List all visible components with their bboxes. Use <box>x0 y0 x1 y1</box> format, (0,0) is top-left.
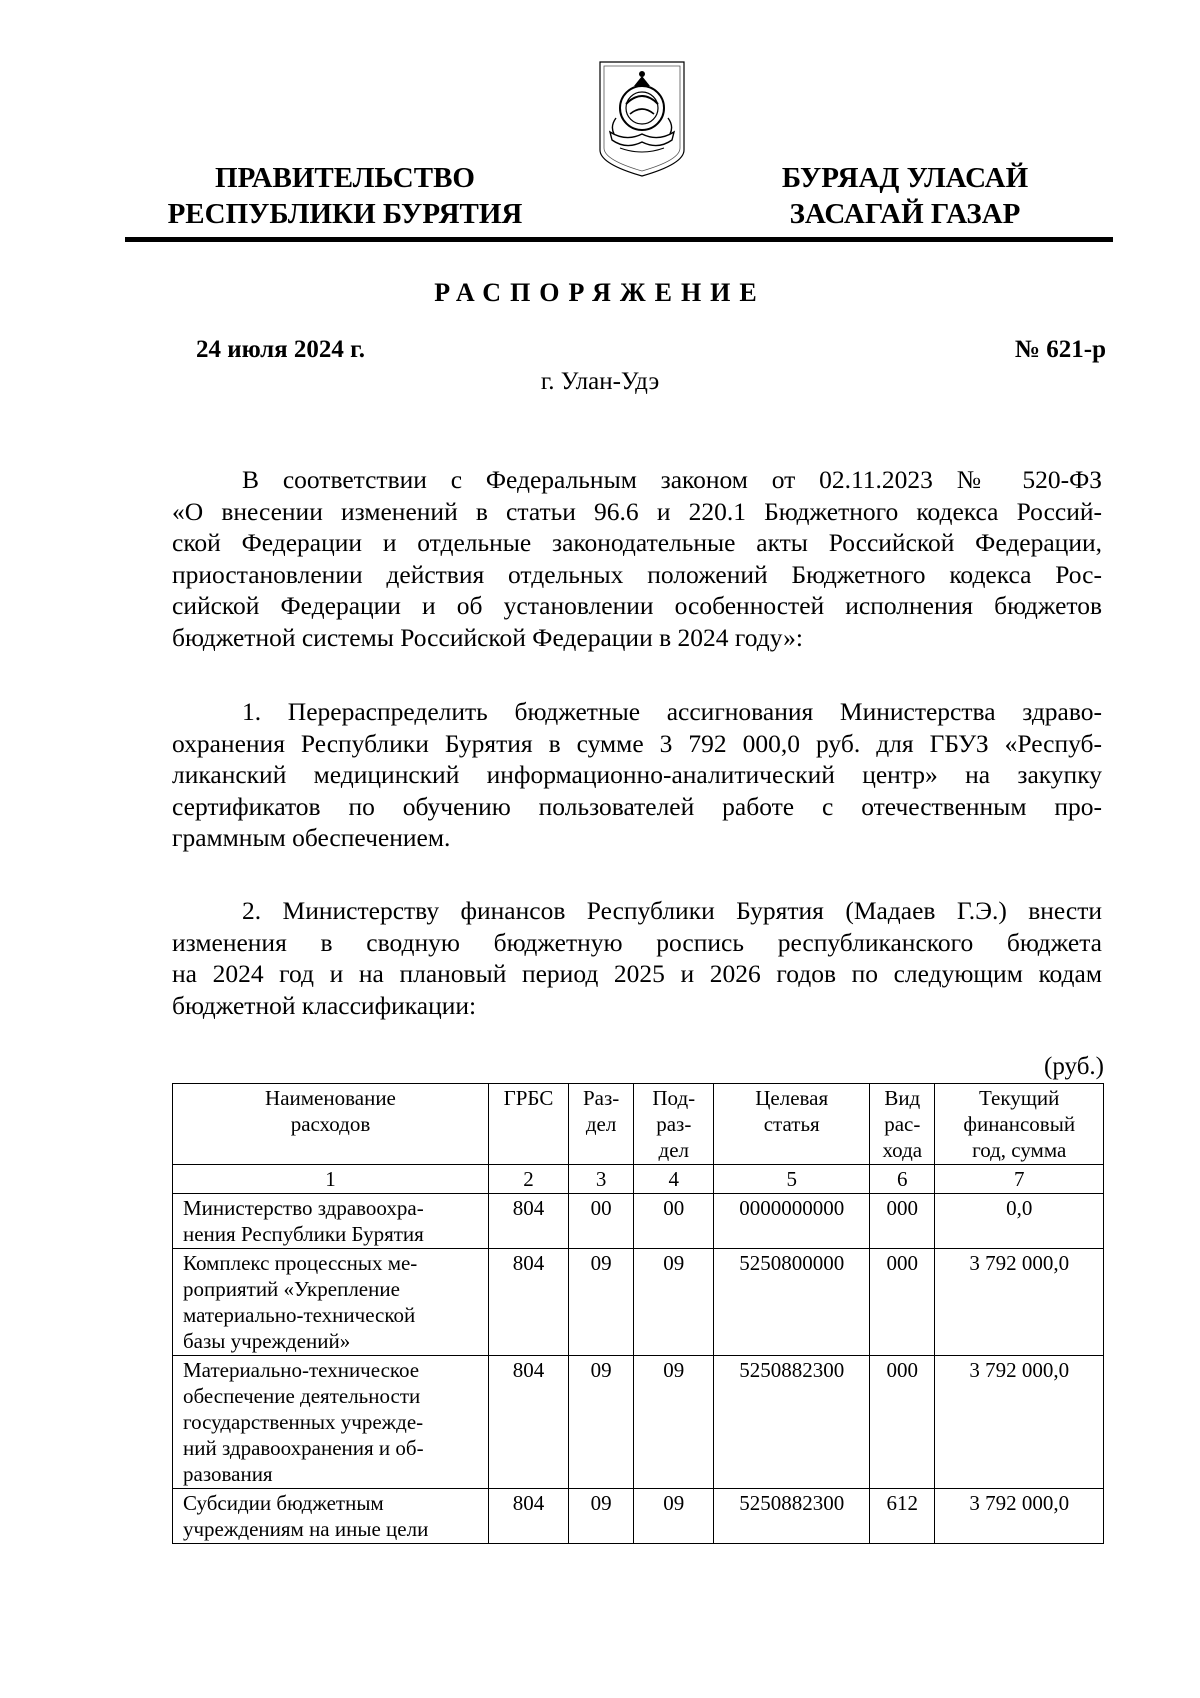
item-1-paragraph <box>172 696 1102 854</box>
podrazdel-cell: 09 <box>634 1249 714 1356</box>
coat-of-arms-icon <box>596 58 688 180</box>
column-number: 2 <box>488 1165 568 1194</box>
text-line: бюджетной системы Российской Федерации в 2024 году»: <box>172 622 803 652</box>
header-text: дел <box>658 1138 690 1162</box>
row-name-text: Комплекс процессных ме- <box>183 1251 418 1275</box>
row-name-text: государственных учрежде- <box>183 1410 424 1434</box>
preamble-paragraph <box>172 464 1102 653</box>
column-number: 6 <box>870 1165 935 1194</box>
podrazdel-cell: 09 <box>634 1489 714 1544</box>
text-line: сийской Федерации и об установлении особенностей исполнения бюджетов <box>172 591 1102 620</box>
text-line: изменения в сводную бюджетную роспись республиканского бюджета <box>172 927 1102 957</box>
table-row <box>173 1249 1104 1356</box>
text-line: приостановлении действия отдельных положений Бюджетного кодекса Рос- <box>172 559 1102 589</box>
row-name-text: учреждениям на иные цели <box>183 1517 429 1541</box>
header-cell-podrazdel <box>634 1084 714 1165</box>
row-name-text: роприятий «Укрепление <box>183 1277 400 1301</box>
text-line: охранения Республики Бурятия в сумме 3 792 000,0 руб. для ГБУЗ «Респуб- <box>172 728 1102 758</box>
header-right-line2: ЗАСАГАЙ ГАЗАР <box>789 198 1021 230</box>
grbs-cell: 804 <box>488 1249 568 1356</box>
document-city: г. Улан-Удэ <box>540 368 660 395</box>
table-row <box>173 1194 1104 1249</box>
podrazdel-cell: 00 <box>634 1194 714 1249</box>
row-name-text: Министерство здравоохра- <box>183 1196 424 1220</box>
text-line: ликанский медицинский информационно-аналитический центр» на закупку <box>172 760 1102 789</box>
column-number: 4 <box>634 1165 714 1194</box>
row-name-text: материально-технической <box>183 1303 416 1327</box>
header-divider <box>125 237 1113 242</box>
text-line: на 2024 год и на плановый период 2025 и 2026 годов по следующим кодам <box>172 959 1102 988</box>
row-name-text: ний здравоохранения и об- <box>183 1436 424 1460</box>
header-text: раз- <box>656 1112 692 1136</box>
header-cell-celevaya <box>714 1084 870 1165</box>
summa-cell: 3 792 000,0 <box>935 1489 1104 1544</box>
header-text: дел <box>585 1112 617 1136</box>
header-cell-razdel <box>568 1084 633 1165</box>
column-number: 7 <box>935 1165 1104 1194</box>
header-text: расходов <box>290 1112 371 1136</box>
row-name-text: разования <box>183 1462 273 1486</box>
celevaya-cell: 5250882300 <box>714 1489 870 1544</box>
header-right-line1: БУРЯАД УЛАСАЙ <box>781 162 1029 194</box>
text-line: ской Федерации и отдельные законодательные акты Российской Федерации, <box>172 528 1102 557</box>
document-date: 24 июля 2024 г. <box>196 336 365 363</box>
grbs-cell: 804 <box>488 1489 568 1544</box>
column-number: 5 <box>714 1165 870 1194</box>
row-name-cell <box>173 1194 489 1249</box>
vid-cell: 612 <box>870 1489 935 1544</box>
header-text: финансовый <box>963 1112 1076 1136</box>
row-name-text: нения Республики Бурятия <box>183 1222 424 1246</box>
row-name-text: базы учреждений» <box>183 1329 351 1353</box>
document-number: № 621-р <box>1014 336 1106 363</box>
celevaya-cell: 5250882300 <box>714 1356 870 1489</box>
table-row <box>173 1356 1104 1489</box>
column-number-row <box>173 1165 1104 1194</box>
text-line: «О внесении изменений в статьи 96.6 и 220.1 Бюджетного кодекса Россий- <box>172 496 1102 526</box>
row-name-cell <box>173 1249 489 1356</box>
government-name-buryat <box>760 160 1050 232</box>
header-text: хода <box>882 1138 923 1162</box>
vid-cell: 000 <box>870 1249 935 1356</box>
podrazdel-cell: 09 <box>634 1356 714 1489</box>
row-name-text: обеспечение деятельности <box>183 1384 421 1408</box>
header-cell-vid <box>870 1084 935 1165</box>
header-left-line2: РЕСПУБЛИКИ БУРЯТИЯ <box>167 198 523 230</box>
summa-cell: 3 792 000,0 <box>935 1356 1104 1489</box>
column-number: 1 <box>173 1165 489 1194</box>
header-cell-grbs <box>488 1084 568 1165</box>
vid-cell: 000 <box>870 1356 935 1489</box>
item-2-paragraph <box>172 895 1102 1021</box>
header-text: Под- <box>652 1086 696 1110</box>
razdel-cell: 00 <box>568 1194 633 1249</box>
header-text: Целевая <box>755 1086 829 1110</box>
grbs-cell: 804 <box>488 1356 568 1489</box>
celevaya-cell: 5250800000 <box>714 1249 870 1356</box>
vid-cell: 000 <box>870 1194 935 1249</box>
header-text: Вид <box>884 1086 921 1110</box>
header-text: Текущий <box>979 1086 1060 1110</box>
row-name-cell <box>173 1489 489 1544</box>
celevaya-cell: 0000000000 <box>714 1194 870 1249</box>
text-line: 2. Министерству финансов Республики Бурятия (Мадаев Г.Э.) внести <box>242 896 1102 925</box>
text-line: бюджетной классификации: <box>172 990 477 1020</box>
header-text: Раз- <box>582 1086 620 1110</box>
header-text: статья <box>763 1112 820 1136</box>
header-text: рас- <box>884 1112 921 1136</box>
row-name-cell <box>173 1356 489 1489</box>
razdel-cell: 09 <box>568 1489 633 1544</box>
summa-cell: 0,0 <box>935 1194 1104 1249</box>
razdel-cell: 09 <box>568 1356 633 1489</box>
column-number: 3 <box>568 1165 633 1194</box>
table-row <box>173 1489 1104 1544</box>
table-header-row <box>173 1084 1104 1165</box>
header-text: Наименование <box>265 1086 396 1110</box>
text-line: граммным обеспечением. <box>172 823 451 852</box>
document-type: РАСПОРЯЖЕНИЕ <box>434 278 766 307</box>
text-line: 1. Перераспределить бюджетные ассигнования Министерства здраво- <box>242 697 1102 726</box>
row-name-text: Субсидии бюджетным <box>183 1491 384 1515</box>
header-text: год, сумма <box>972 1138 1067 1162</box>
razdel-cell: 09 <box>568 1249 633 1356</box>
table-unit: (руб.) <box>1044 1053 1104 1080</box>
grbs-cell: 804 <box>488 1194 568 1249</box>
government-name-russian <box>165 160 525 232</box>
text-line: В соответствии с Федеральным законом от 02.11.2023 № 520-ФЗ <box>242 465 1102 494</box>
header-left-line1: ПРАВИТЕЛЬСТВО <box>215 162 475 194</box>
header-cell-summa <box>935 1084 1104 1165</box>
row-name-text: Материально-техническое <box>183 1358 420 1382</box>
text-line: сертификатов по обучению пользователей работе с отечественным про- <box>172 791 1102 821</box>
header-cell-name <box>173 1084 489 1165</box>
header-text: ГРБС <box>503 1086 554 1110</box>
budget-table <box>172 1083 1104 1544</box>
summa-cell: 3 792 000,0 <box>935 1249 1104 1356</box>
